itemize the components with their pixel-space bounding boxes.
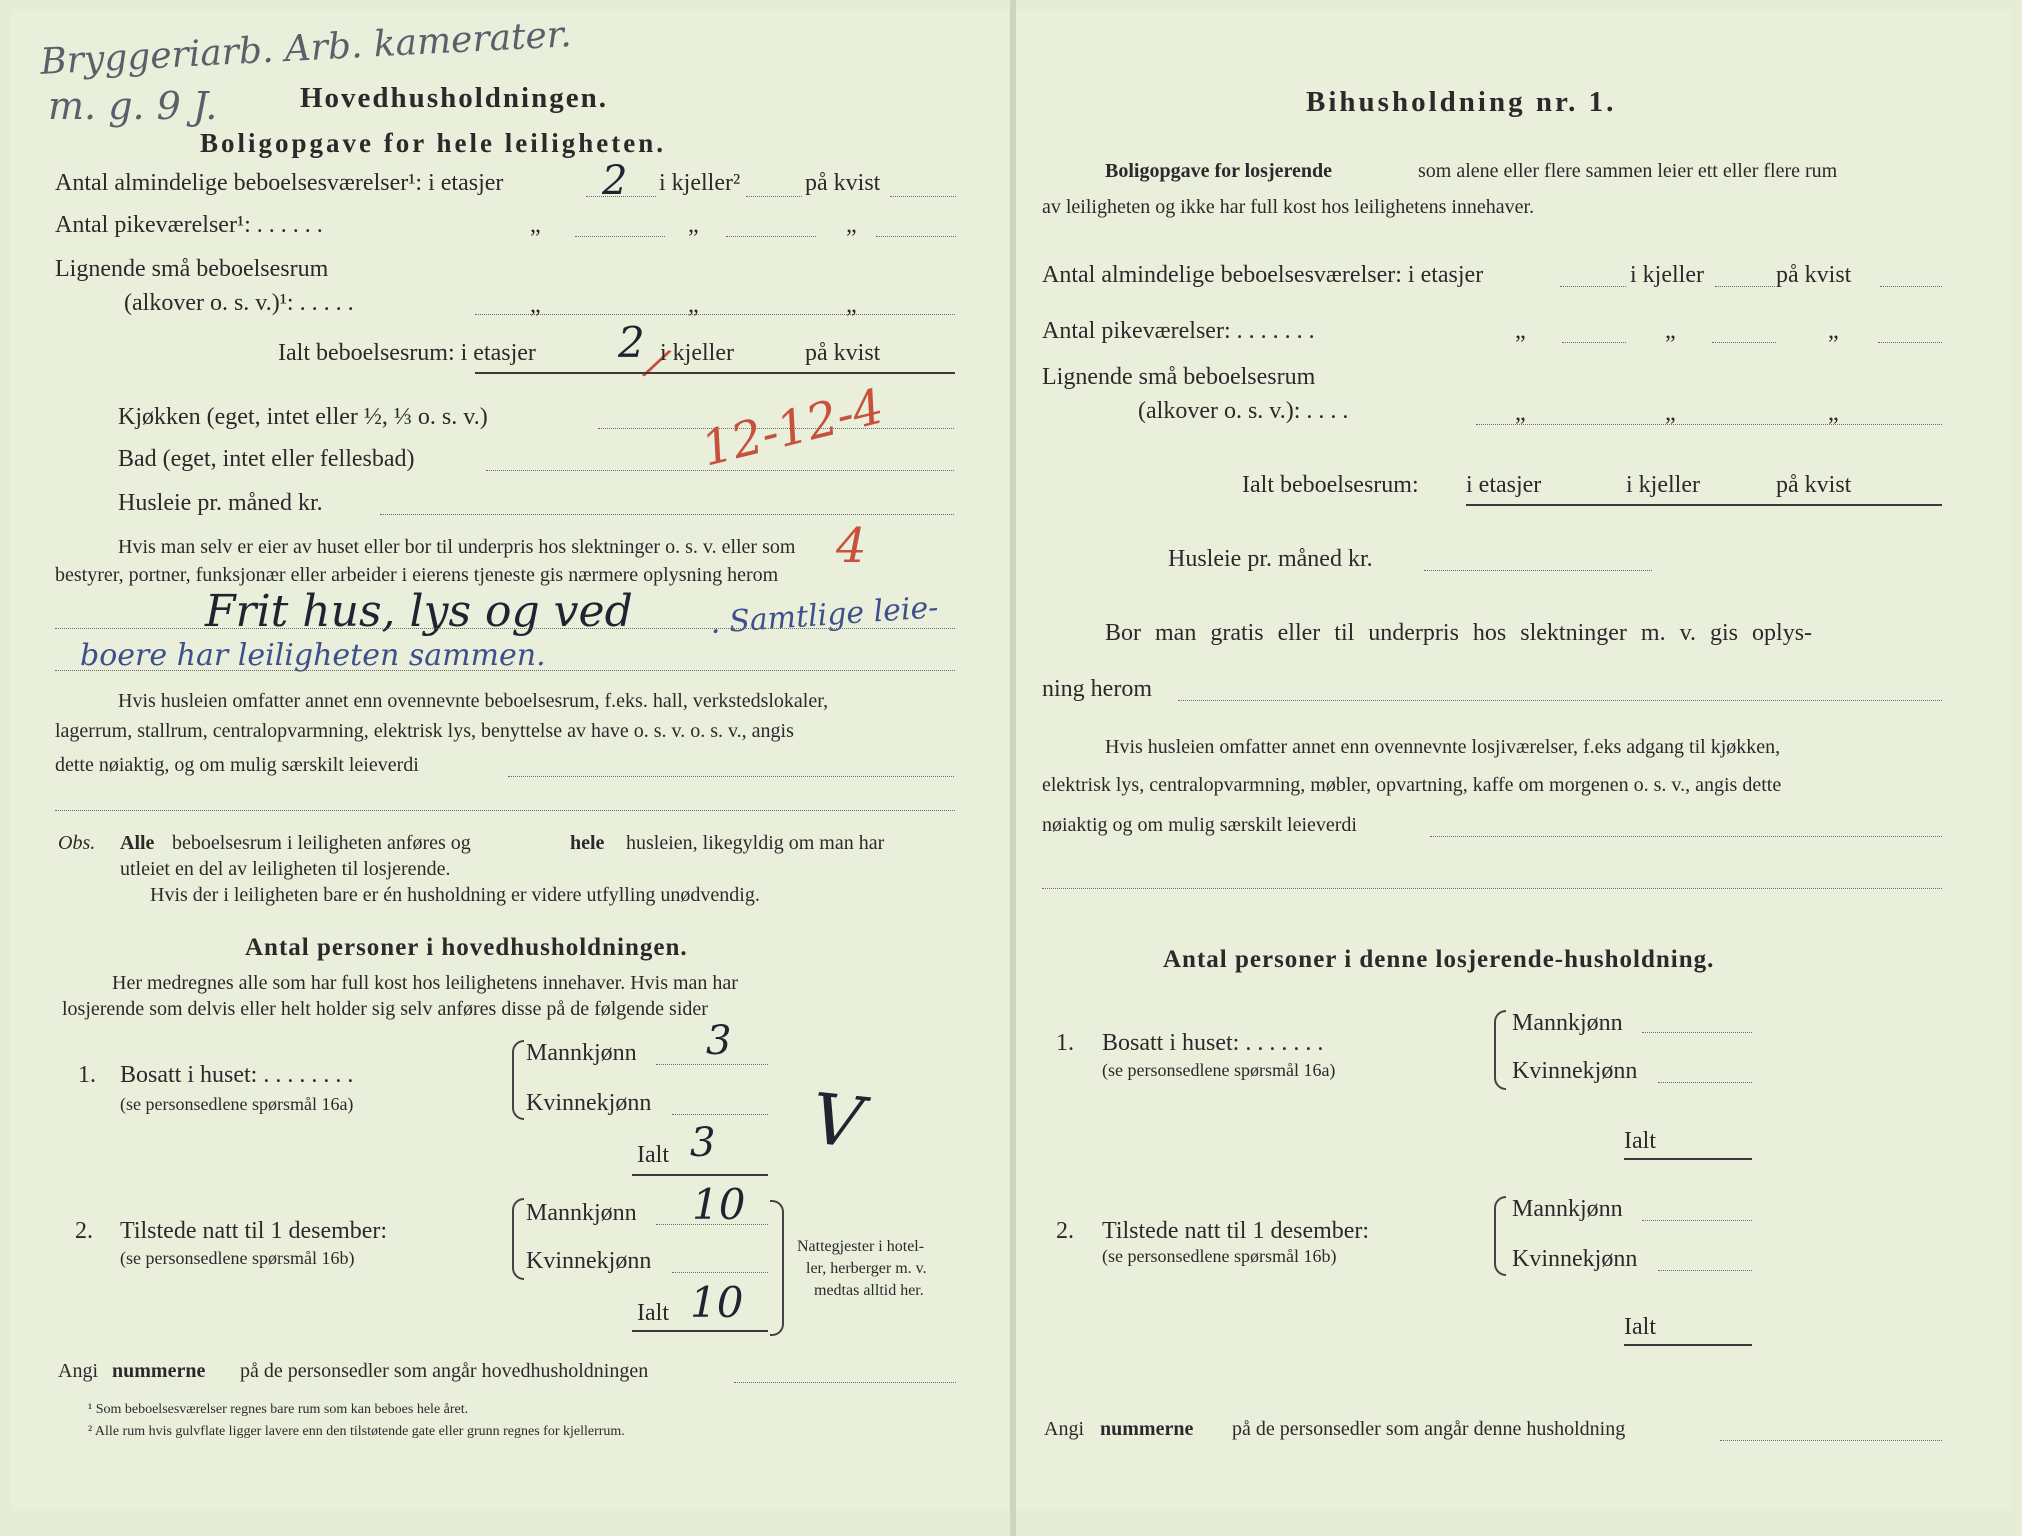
solid-line bbox=[1624, 1344, 1752, 1346]
hw-blue-note-1: . Samtlige leie- bbox=[709, 590, 940, 641]
right-q1-number: 1. bbox=[1056, 1030, 1074, 1056]
dotted-line bbox=[380, 514, 954, 515]
right-row-small-rooms-sub: (alkover o. s. v.): . . . . bbox=[1138, 398, 1349, 424]
hw-q1-total: 3 bbox=[690, 1120, 716, 1166]
right-q1-male-label: Mannkjønn bbox=[1512, 1010, 1623, 1036]
left-para1-line2: bestyrer, portner, funksjonær eller arbeider i eierens tjeneste gis nærmere oplysning herom bbox=[55, 564, 779, 586]
footnote-2: ² Alle rum hvis gulvflate ligger lavere enn den tilstøtende gate eller grunn regnes for kjellerrum. bbox=[88, 1424, 625, 1439]
right-angi-word: Angi bbox=[1044, 1418, 1084, 1440]
left-para2-line1: Hvis husleien omfatter annet enn ovennevnte beboelsesrum, f.eks. hall, verkstedslokaler, bbox=[118, 690, 829, 712]
left-q1-brace bbox=[512, 1040, 524, 1120]
dotted-line bbox=[1430, 836, 1942, 837]
dotted-line bbox=[1658, 1270, 1752, 1271]
solid-line bbox=[1624, 1158, 1752, 1160]
left-q2-female-label: Kvinnekjønn bbox=[526, 1248, 652, 1274]
dotted-line bbox=[55, 670, 955, 671]
obs-bold-alle: Alle bbox=[120, 832, 155, 854]
dotted-line bbox=[55, 810, 955, 811]
solid-line bbox=[632, 1330, 768, 1332]
dotted-line bbox=[1715, 286, 1775, 287]
left-total-rooms-label: Ialt beboelsesrum: i etasjer bbox=[278, 340, 536, 366]
right-para-2: elektrisk lys, centralopvarmning, møbler, opvartning, kaffe om morgenen o. s. v., angis dette bbox=[1042, 774, 1782, 796]
ditto-mark: „ bbox=[1828, 318, 1839, 344]
right-intro-bold: Boligopgave for losjerende bbox=[1105, 160, 1333, 182]
left-para1-line1: Hvis man selv er eier av huset eller bor til underpris hos slektninger o. s. v. eller som bbox=[118, 536, 796, 558]
left-row-small-rooms-sub: (alkover o. s. v.)¹: . . . . . bbox=[124, 290, 354, 316]
dotted-line bbox=[726, 236, 816, 237]
hw-blue-note-2: boere har leiligheten sammen. bbox=[80, 638, 546, 673]
left-ialt-kjeller: i kjeller bbox=[660, 340, 734, 366]
obs-text-1: beboelsesrum i leiligheten anføres og bbox=[172, 832, 471, 854]
solid-line bbox=[475, 372, 955, 374]
dotted-line bbox=[475, 314, 955, 315]
hw-free-house-note: Frit hus, lys og ved bbox=[205, 586, 633, 637]
left-bath-label: Bad (eget, intet eller fellesbad) bbox=[118, 446, 415, 472]
right-q2-sub: (se personsedlene spørsmål 16b) bbox=[1102, 1246, 1337, 1266]
left-q2-brace bbox=[512, 1198, 524, 1280]
obs-bold-hele: hele bbox=[570, 832, 605, 854]
dotted-line bbox=[1476, 424, 1942, 425]
right-angi-bold: nummerne bbox=[1100, 1418, 1194, 1440]
right-para-1: Hvis husleien omfatter annet enn ovennevnte losjiværelser, f.eks adgang til kjøkken, bbox=[1105, 736, 1781, 758]
left-angi-bold: nummerne bbox=[112, 1360, 206, 1382]
right-title: Bihusholdning nr. 1. bbox=[1306, 86, 1617, 118]
left-q1-number: 1. bbox=[78, 1062, 96, 1088]
ditto-mark: „ bbox=[530, 292, 541, 318]
left-q2-right-brace bbox=[770, 1200, 784, 1336]
dotted-line bbox=[876, 236, 956, 237]
solid-line bbox=[632, 1174, 768, 1176]
right-q2-total-label: Ialt bbox=[1624, 1314, 1656, 1340]
left-persons-title: Antal personer i hovedhusholdningen. bbox=[245, 934, 688, 961]
left-q2-total-label: Ialt bbox=[637, 1300, 669, 1326]
right-ialt-kjeller: i kjeller bbox=[1626, 472, 1700, 498]
right-persons-title: Antal personer i denne losjerende-husholdning. bbox=[1163, 946, 1715, 973]
dotted-line bbox=[1642, 1032, 1752, 1033]
right-rent-label: Husleie pr. måned kr. bbox=[1168, 546, 1373, 572]
left-q1-label: Bosatt i huset: . . . . . . . . bbox=[120, 1062, 354, 1088]
left-q2-male-label: Mannkjønn bbox=[526, 1200, 637, 1226]
left-persons-text-1: Her medregnes alle som har full kost hos leilighetens innehaver. Hvis man har bbox=[112, 972, 738, 994]
hw-check-v: V bbox=[807, 1077, 867, 1165]
right-intro-2: av leiligheten og ikke har full kost hos leilighetens innehaver. bbox=[1042, 196, 1535, 218]
left-q1-total-label: Ialt bbox=[637, 1142, 669, 1168]
obs-text-3: utleiet en del av leiligheten til losjerende. bbox=[120, 858, 451, 880]
handwritten-occupation-note: Bryggeriarb. Arb. kamerater. bbox=[39, 14, 573, 83]
ditto-mark: „ bbox=[688, 212, 699, 238]
dotted-line bbox=[508, 776, 954, 777]
right-para-3: nøiaktig og om mulig særskilt leieverdi bbox=[1042, 814, 1357, 836]
left-angi-text: på de personsedler som angår hovedhusholdningen bbox=[240, 1360, 649, 1382]
right-row-small-rooms-label: Lignende små beboelsesrum bbox=[1042, 364, 1316, 390]
hw-red-4: 4 bbox=[836, 518, 867, 574]
left-row-small-rooms-label: Lignende små beboelsesrum bbox=[55, 256, 329, 282]
ditto-mark: „ bbox=[1828, 400, 1839, 426]
right-row1-kvist: på kvist bbox=[1776, 262, 1852, 288]
dotted-line bbox=[1658, 1082, 1752, 1083]
handwritten-number-note: m. g. 9 J. bbox=[48, 84, 218, 128]
left-ialt-kvist: på kvist bbox=[805, 340, 881, 366]
left-q2-label: Tilstede natt til 1 desember: bbox=[120, 1218, 388, 1244]
left-q1-female-label: Kvinnekjønn bbox=[526, 1090, 652, 1116]
hw-ialt-etasjer: 2 bbox=[618, 318, 645, 367]
dotted-line bbox=[672, 1114, 768, 1115]
right-row-ordinary-rooms-label: Antal almindelige beboelsesværelser: i etasjer bbox=[1042, 262, 1484, 288]
page-fold bbox=[1010, 0, 1016, 1536]
dotted-line bbox=[55, 628, 955, 629]
left-q1-male-label: Mannkjønn bbox=[526, 1040, 637, 1066]
hw-etasjer-value: 2 bbox=[602, 158, 628, 204]
ditto-mark: „ bbox=[1665, 400, 1676, 426]
ditto-mark: „ bbox=[1515, 400, 1526, 426]
dotted-line bbox=[1720, 1440, 1942, 1441]
left-row-ordinary-rooms-label: Antal almindelige beboelsesværelser¹: i etasjer bbox=[55, 170, 504, 196]
left-kitchen-label: Kjøkken (eget, intet eller ½, ⅓ o. s. v.) bbox=[118, 404, 488, 430]
left-row1-kvist-line bbox=[890, 196, 956, 197]
night-guests-note-3: medtas alltid her. bbox=[814, 1282, 924, 1299]
dotted-line bbox=[486, 470, 954, 471]
solid-line bbox=[1466, 504, 1942, 506]
hw-q2-male: 10 bbox=[692, 1180, 746, 1229]
right-angi-text: på de personsedler som angår denne husholdning bbox=[1232, 1418, 1626, 1440]
right-q2-label: Tilstede natt til 1 desember: bbox=[1102, 1218, 1370, 1244]
right-page-sub-household bbox=[1016, 10, 2012, 1510]
dotted-line bbox=[1042, 888, 1942, 889]
obs-text-4: Hvis der i leiligheten bare er én husholdning er videre utfylling unødvendig. bbox=[150, 884, 760, 906]
left-subtitle: Boligopgave for hele leiligheten. bbox=[200, 128, 666, 158]
ditto-mark: „ bbox=[1515, 318, 1526, 344]
left-row1-kjeller: i kjeller² bbox=[659, 170, 741, 196]
dotted-line bbox=[1880, 286, 1942, 287]
right-ialt-kvist: på kvist bbox=[1776, 472, 1852, 498]
hw-q2-total: 10 bbox=[690, 1278, 744, 1327]
left-q2-number: 2. bbox=[75, 1218, 93, 1244]
hw-q1-male: 3 bbox=[706, 1018, 732, 1064]
hw-red-check: / bbox=[642, 339, 671, 387]
right-bor-text-2: ning herom bbox=[1042, 676, 1152, 702]
dotted-line bbox=[1712, 342, 1776, 343]
left-rent-label: Husleie pr. måned kr. bbox=[118, 490, 323, 516]
ditto-mark: „ bbox=[846, 292, 857, 318]
night-guests-note-2: ler, herberger m. v. bbox=[806, 1260, 927, 1277]
right-q1-female-label: Kvinnekjønn bbox=[1512, 1058, 1638, 1084]
dotted-line bbox=[734, 1382, 956, 1383]
dotted-line bbox=[1178, 700, 1942, 701]
right-q2-male-label: Mannkjønn bbox=[1512, 1196, 1623, 1222]
left-row1-kjeller-line bbox=[746, 196, 802, 197]
footnote-1: ¹ Som beboelsesværelser regnes bare rum som kan beboes hele året. bbox=[88, 1402, 469, 1417]
left-title: Hovedhusholdningen. bbox=[300, 82, 608, 114]
right-row-maid-rooms-label: Antal pikeværelser: . . . . . . . bbox=[1042, 318, 1315, 344]
night-guests-note-1: Nattegjester i hotel- bbox=[797, 1238, 925, 1255]
dotted-line bbox=[656, 1064, 768, 1065]
right-q1-sub: (se personsedlene spørsmål 16a) bbox=[1102, 1060, 1336, 1080]
right-row1-kjeller: i kjeller bbox=[1630, 262, 1704, 288]
dotted-line bbox=[1562, 342, 1626, 343]
right-q2-female-label: Kvinnekjønn bbox=[1512, 1246, 1638, 1272]
right-q1-brace bbox=[1494, 1010, 1506, 1090]
right-intro-1: som alene eller flere sammen leier ett eller flere rum bbox=[1418, 160, 1838, 182]
left-persons-text-2: losjerende som delvis eller helt holder sig selv anføres disse på de følgende sider bbox=[62, 998, 708, 1020]
dotted-line bbox=[672, 1272, 768, 1273]
ditto-mark: „ bbox=[530, 212, 541, 238]
dotted-line bbox=[1424, 570, 1652, 571]
left-q1-sub: (se personsedlene spørsmål 16a) bbox=[120, 1094, 354, 1114]
left-para2-line2: lagerrum, stallrum, centralopvarmning, elektrisk lys, benyttelse av have o. s. v. o. s. v., angis bbox=[55, 720, 794, 742]
ditto-mark: „ bbox=[846, 212, 857, 238]
right-q1-label: Bosatt i huset: . . . . . . . bbox=[1102, 1030, 1324, 1056]
obs-text-2: husleien, likegyldig om man har bbox=[626, 832, 885, 854]
right-q2-number: 2. bbox=[1056, 1218, 1074, 1244]
right-total-rooms-label: Ialt beboelsesrum: bbox=[1242, 472, 1419, 498]
right-q2-brace bbox=[1494, 1196, 1506, 1276]
right-bor-text-1: Bor man gratis eller til underpris hos slektninger m. v. gis oplys- bbox=[1105, 620, 1813, 646]
obs-label: Obs. bbox=[58, 832, 96, 854]
ditto-mark: „ bbox=[688, 292, 699, 318]
dotted-line bbox=[1642, 1220, 1752, 1221]
right-ialt-etasjer: i etasjer bbox=[1466, 472, 1542, 498]
left-q2-sub: (se personsedlene spørsmål 16b) bbox=[120, 1248, 355, 1268]
dotted-line bbox=[575, 236, 665, 237]
left-angi-word: Angi bbox=[58, 1360, 98, 1382]
dotted-line bbox=[1878, 342, 1942, 343]
left-para2-line3: dette nøiaktig, og om mulig særskilt leieverdi bbox=[55, 754, 419, 776]
hw-red-kitchen-note: 12-12-4 bbox=[695, 378, 890, 478]
left-row1-kvist: på kvist bbox=[805, 170, 881, 196]
left-row-maid-rooms-label: Antal pikeværelser¹: . . . . . . bbox=[55, 212, 323, 238]
right-q1-total-label: Ialt bbox=[1624, 1128, 1656, 1154]
ditto-mark: „ bbox=[1665, 318, 1676, 344]
dotted-line bbox=[1560, 286, 1626, 287]
